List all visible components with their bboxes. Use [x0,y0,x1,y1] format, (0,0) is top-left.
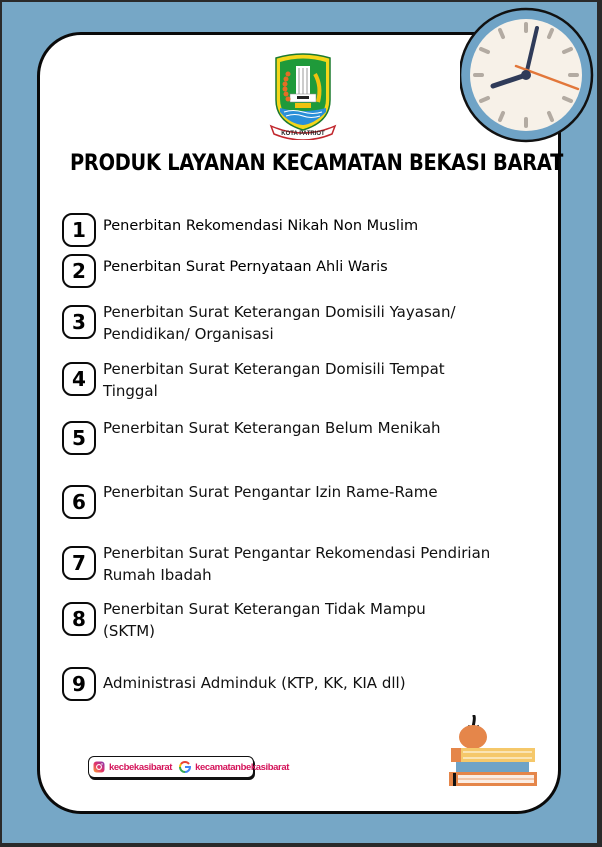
item-number-badge: 2 [62,254,96,288]
service-text: Penerbitan Surat Pernyataan Ahli Waris [103,259,388,275]
service-item [62,485,503,519]
page-title: PRODUK LAYANAN KECAMATAN BEKASI BARAT [70,150,564,176]
service-text: Administrasi Adminduk (KTP, KK, KIA dll) [103,674,406,692]
service-item [62,213,503,247]
item-number-badge: 6 [62,485,96,519]
clock-illustration [460,0,598,160]
item-number-badge: 9 [62,667,96,701]
item-number-badge: 7 [62,546,96,580]
service-item [62,362,483,402]
service-item [62,254,503,288]
apple-icon [459,725,487,749]
instagram-icon [93,761,105,773]
service-text: Penerbitan Surat Keterangan Tidak Mampu (SKTM) [103,600,426,640]
service-item [62,546,513,586]
item-number-badge: 4 [62,362,96,396]
service-text: Penerbitan Rekomendasi Nikah Non Muslim [103,218,419,234]
item-number-badge: 8 [62,602,96,636]
service-text: Penerbitan Surat Pengantar Rekomendasi Pendirian Rumah Ibadah [103,544,491,584]
books-and-apple-illustration [448,715,538,787]
book-blue [456,762,529,772]
service-item [62,421,463,455]
service-text: Penerbitan Surat Keterangan Belum Menikah [103,419,441,437]
book-yellow [451,748,535,762]
item-number-badge: 1 [62,213,96,247]
google-handle[interactable]: kecamatanbekasibarat [195,761,289,773]
service-text: Penerbitan Surat Keterangan Domisili Tempat Tinggal [103,360,445,400]
social-media-badge [88,756,289,778]
kota-bekasi-emblem-logo [268,52,338,140]
item-number-badge: 3 [62,305,96,339]
item-number-badge: 5 [62,421,96,455]
service-item [62,305,483,345]
service-text: Penerbitan Surat Keterangan Domisili Yayasan/ Pendidikan/ Organisasi [103,303,456,343]
logo-banner-text: KOTA PATRIOT [281,131,325,137]
service-text: Penerbitan Surat Pengantar Izin Rame-Rame [103,483,438,501]
service-item [62,602,463,642]
google-icon [179,761,191,773]
service-item [62,667,503,701]
instagram-handle[interactable]: kecbekasibarat [109,761,173,773]
